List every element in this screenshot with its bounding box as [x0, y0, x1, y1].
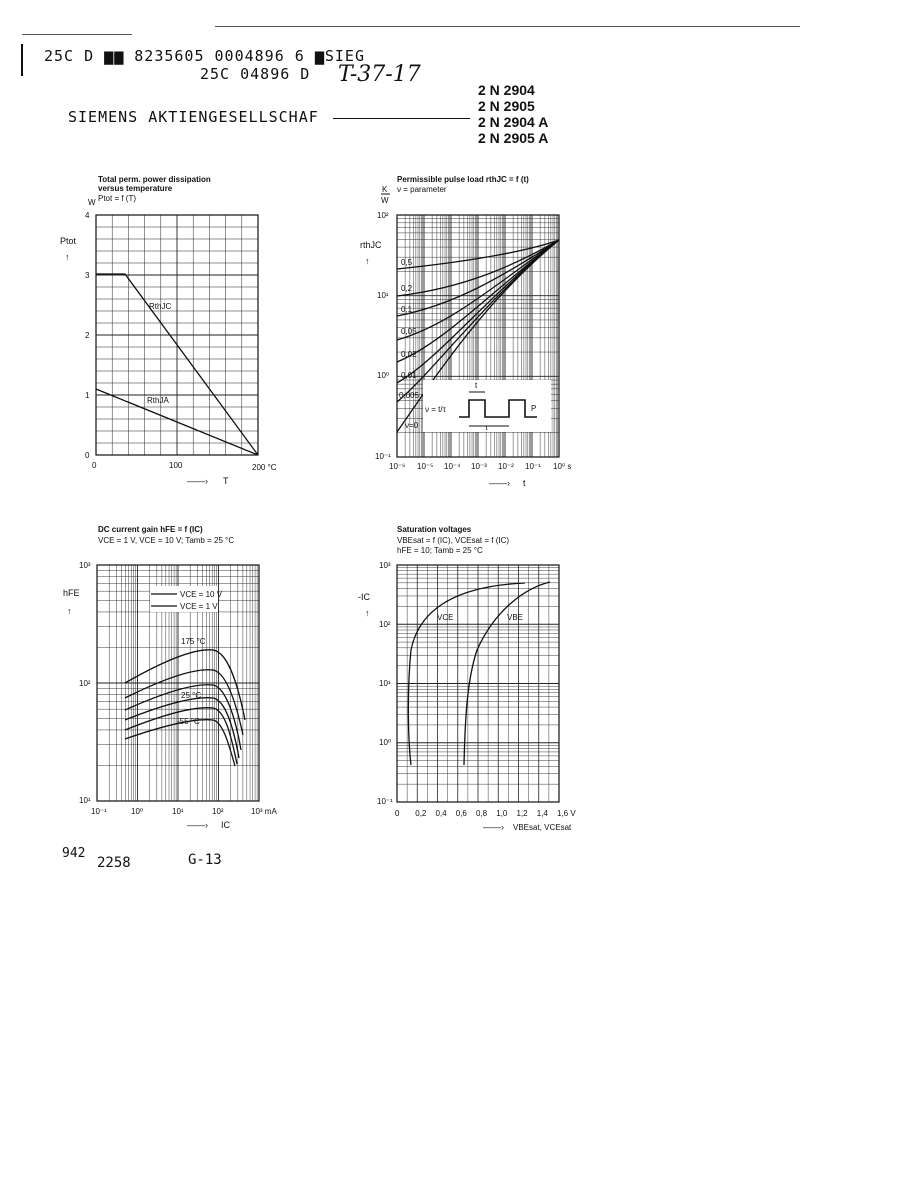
chart-gain-legend-10v: VCE = 10 V [180, 590, 223, 599]
chart-power-y-symbol: Ptot [60, 236, 77, 246]
gain-ytick-1e3: 10³ [79, 561, 91, 570]
chart-pulse-y-unit-bottom: W [381, 196, 389, 205]
chart-gain-legend-1v: VCE = 1 V [180, 602, 218, 611]
pulse-ytick-1e-1: 10⁻¹ [375, 452, 391, 461]
gain-xtick-1e-1: 10⁻¹ [91, 807, 107, 816]
chart-gain-y-symbol: hFE [63, 588, 80, 598]
chart-sat-curve-vbe [464, 582, 550, 765]
chart-power-y-unit: W [88, 198, 96, 207]
chart-sat-title: Saturation voltages [397, 525, 472, 534]
handwritten-code: T-37-17 [338, 62, 421, 87]
gain-xtick-1e1: 10¹ [172, 807, 184, 816]
sat-x-ticks [395, 809, 576, 818]
gain-xtick-1e0: 10⁰ [131, 807, 144, 816]
chart-power-xtick-200: 200 °C [252, 463, 277, 472]
pulse-inset [423, 380, 551, 432]
pulse-x-arrow: ——› [489, 478, 510, 488]
gain-xtick-1e2: 10² [212, 807, 224, 816]
type-list [478, 82, 548, 146]
type-2n2905: 2 N 2905 [478, 98, 535, 114]
type-2n2904: 2 N 2904 [478, 82, 535, 98]
company-name: SIEMENS AKTIENGESELLSCHAF [68, 108, 319, 126]
chart-pulse-y-arrow: ↑ [365, 256, 370, 266]
chart-gain-temp-m55: -55 °C [177, 717, 200, 726]
sat-ytick-1e-1: 10⁻¹ [377, 797, 393, 806]
chart-power-ytick-2: 2 [85, 331, 90, 340]
gain-ytick-1e1: 10¹ [79, 796, 91, 805]
pulse-param-0: ν=0 [405, 421, 419, 430]
company-rule [333, 118, 470, 119]
pulse-xtick-1e-2: 10⁻² [498, 462, 514, 471]
header-rule-short [22, 34, 132, 35]
chart-sat-y-arrow: ↑ [365, 608, 370, 618]
chart-sat-grid [397, 565, 559, 802]
chart-power-label-rthja: RthJA [147, 396, 169, 405]
chart-gain-temp-175: 175 °C [181, 637, 206, 646]
pulse-param-0-1: 0,1 [401, 305, 413, 314]
sat-xtick: 0,6 [455, 809, 467, 818]
chart-sat-y-symbol: -IC [358, 592, 370, 602]
sat-ytick-1e2: 10² [379, 620, 391, 629]
pulse-xtick-1e-3: 10⁻³ [471, 462, 487, 471]
pulse-inset-formula: ν = t/τ [425, 405, 446, 414]
chart-sat-label-vbe: VBE [507, 613, 524, 622]
chart-power-dissipation [55, 170, 315, 495]
pulse-ytick-1e2: 10² [377, 211, 389, 220]
chart-power-x-arrow: ——› [187, 476, 208, 486]
pulse-xtick-1e-1: 10⁻¹ [525, 462, 541, 471]
chart-power-xtick-100: 100 [169, 461, 183, 470]
pulse-param-0-005: 0,005 [399, 391, 420, 400]
pulse-param-0-01: 0,01 [401, 371, 417, 380]
pulse-param-0-2: 0,2 [401, 284, 413, 293]
sat-xtick: 0,8 [476, 809, 488, 818]
header-line-1: 25C D ▆▆ 8235605 0004896 6 ▆SIEG [44, 47, 365, 65]
chart-pulse-subtitle: ν = parameter [397, 185, 447, 194]
chart-power-ytick-0: 0 [85, 451, 90, 460]
chart-sat-subtitle2: hFE = 10; Tamb = 25 °C [397, 546, 483, 555]
pulse-x-symbol: t [523, 478, 526, 488]
chart-gain-temp-25: 25 °C [181, 691, 202, 700]
type-2n2904a: 2 N 2904 A [478, 114, 549, 130]
chart-gain-subtitle: VCE = 1 V, VCE = 10 V; Tamb = 25 °C [98, 536, 235, 545]
pulse-xtick-1e-5: 10⁻⁵ [417, 462, 434, 471]
chart-gain-curves [125, 650, 245, 766]
sat-xtick: 0,2 [415, 809, 427, 818]
chart-power-title: Total perm. power dissipation [98, 175, 211, 184]
pulse-param-0-05: 0,05 [401, 327, 417, 336]
chart-power-formula: Ptot = f (T) [98, 194, 137, 203]
pulse-param-0-02: 0,02 [401, 350, 417, 359]
chart-power-y-arrow: ↑ [65, 252, 70, 262]
pulse-xtick-1e-4: 10⁻⁴ [444, 462, 461, 471]
sat-ytick-1e3: 10³ [379, 561, 391, 570]
type-2n2905a: 2 N 2905 A [478, 130, 549, 146]
sat-ytick-1e1: 10¹ [379, 679, 391, 688]
chart-power-ytick-4: 4 [85, 211, 90, 220]
chart-sat-x-arrow: ——› [483, 822, 504, 832]
chart-power-xtick-0: 0 [92, 461, 97, 470]
chart-power-subtitle: versus temperature [98, 184, 173, 193]
pulse-ytick-1e0: 10⁰ [377, 371, 390, 380]
chart-gain-y-arrow: ↑ [67, 606, 72, 616]
chart-sat-subtitle: VBEsat = f (IC), VCEsat = f (IC) [397, 536, 510, 545]
pulse-inset-t: t [475, 381, 478, 390]
pulse-inset-p: P [531, 404, 537, 413]
sat-xtick: 1,0 [496, 809, 508, 818]
pulse-xtick-1e0: 10⁰ s [553, 462, 572, 471]
chart-pulse-y-symbol: rthJC [360, 240, 382, 250]
chart-sat-label-vce: VCE [437, 613, 454, 622]
chart-power-x-symbol: T [223, 476, 229, 486]
chart-saturation-voltages [355, 520, 595, 845]
footer-number: 2258 [97, 855, 131, 871]
margin-bar [21, 44, 23, 76]
chart-pulse-load [355, 170, 595, 495]
chart-pulse-title: Permissible pulse load rthJC = f (t) [397, 175, 529, 184]
footer-ref: G-13 [188, 852, 222, 868]
sat-xtick: 0,4 [435, 809, 447, 818]
chart-gain-title: DC current gain hFE = f (IC) [98, 525, 203, 534]
gain-xtick-1e3: 10³ mA [251, 807, 277, 816]
gain-ytick-1e2: 10² [79, 679, 91, 688]
pulse-ytick-1e1: 10¹ [377, 291, 389, 300]
chart-gain-x-symbol: IC [221, 820, 230, 830]
header-rule-top [215, 26, 800, 27]
sat-ytick-1e0: 10⁰ [379, 738, 392, 747]
sat-xtick: 1,6 V [557, 809, 576, 818]
footer-page-code: 942 [62, 846, 86, 861]
chart-gain-x-arrow: ——› [187, 820, 208, 830]
pulse-param-0-5: 0,5 [401, 258, 413, 267]
chart-sat-curve-vce [408, 583, 525, 765]
sat-xtick: 0 [395, 809, 400, 818]
chart-pulse-y-unit-top: K [382, 185, 388, 194]
sat-xtick: 1,2 [516, 809, 528, 818]
pulse-inset-tau: τ [485, 423, 489, 432]
chart-power-ytick-1: 1 [85, 391, 90, 400]
sat-xtick: 1,4 [536, 809, 548, 818]
pulse-xtick-1e-6: 10⁻⁶ [389, 462, 406, 471]
header-line-2: 25C 04896 D [200, 65, 311, 83]
chart-power-label-rthjc: RthJC [149, 302, 172, 311]
chart-sat-x-symbol: VBEsat, VCEsat [513, 823, 572, 832]
chart-dc-current-gain [55, 520, 300, 840]
chart-power-ytick-3: 3 [85, 271, 90, 280]
chart-power-grid [96, 215, 258, 455]
